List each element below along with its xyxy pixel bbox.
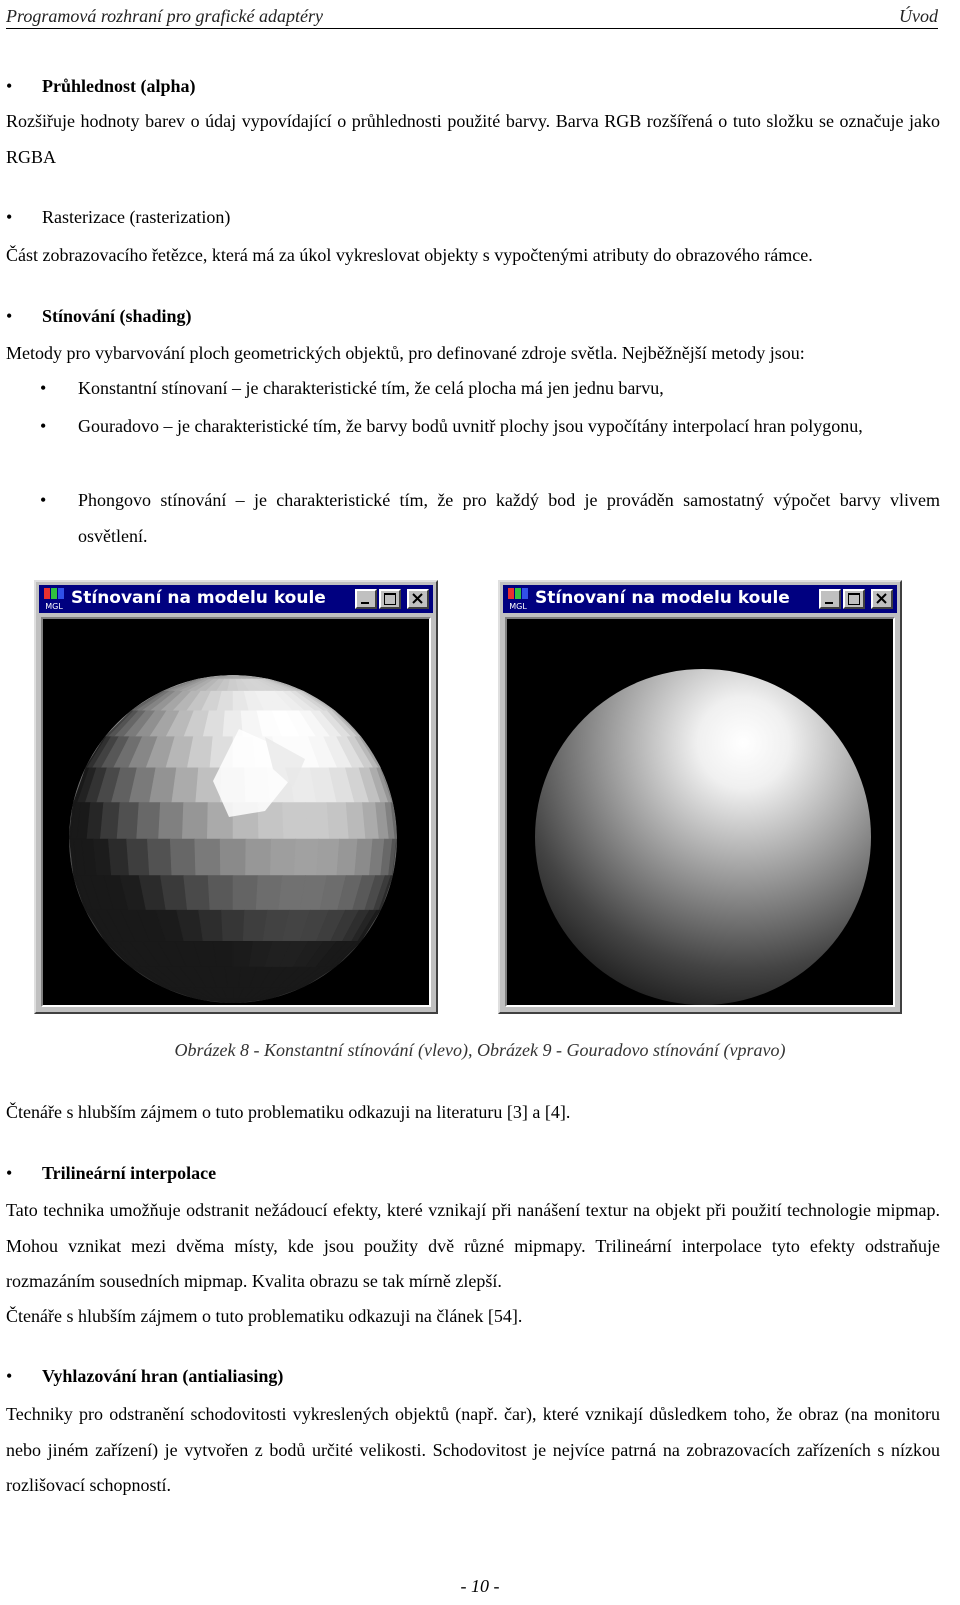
sphere-facet: [108, 839, 129, 876]
flat-shaded-sphere: [43, 619, 431, 1007]
maximize-button[interactable]: [843, 589, 865, 609]
bullet-icon: •: [40, 378, 47, 398]
figure-caption: Obrázek 8 - Konstantní stínování (vlevo), Obrázek 9 - Gouradovo stínování (vpravo): [174, 1040, 786, 1060]
sphere-facet: [137, 803, 161, 840]
bullet-icon: •: [6, 1366, 13, 1386]
window-flat-shading: [34, 580, 438, 1014]
sphere-facet: [117, 803, 139, 840]
shading-item-1-text: Konstantní stínovaní – je charakteristické tím, že celá plocha má jen jednu barvu,: [78, 378, 664, 398]
close-button[interactable]: [407, 589, 429, 609]
sphere-facet: [208, 876, 233, 911]
header-section: Úvod: [899, 6, 938, 26]
heading-alpha-text: Průhlednost (alpha): [42, 76, 196, 96]
close-button[interactable]: [871, 589, 893, 609]
window-titlebar[interactable]: [39, 585, 433, 613]
page-header: [6, 4, 938, 29]
sphere-facet: [233, 876, 258, 911]
sphere-facet: [127, 839, 150, 876]
shading-item-2-text: Gouradovo – je charakteristické tím, že barvy bodů uvnitř plochy jsou vypočítány interpolací hran polygonu,: [78, 416, 863, 436]
heading-trilinear-text: Trilineární interpolace: [42, 1163, 217, 1183]
sphere-facet: [306, 803, 330, 840]
sphere-facet: [282, 803, 307, 840]
maximize-icon: [848, 593, 860, 605]
sphere-facet: [256, 876, 282, 911]
sphere-facet: [195, 839, 221, 876]
window-title: Stínovaní na modelu koule: [71, 588, 326, 608]
sphere-facet: [147, 839, 172, 876]
render-canvas: [41, 617, 431, 1007]
close-icon: [873, 591, 891, 607]
paragraph-trilinear: Tato technika umožňuje odstranit nežádoucí efekty, které vznikají při nanášení textur na objekt při použití technologie mipmap. Mohou vznikat mezi dvěma místy, kde jsou použity dvě různé mipmapy. Trilineární interpolace tyto efekty odstraňuje rozmazáním sousedních mipmap. Kvalita obrazu se tak mírně zlepší.: [6, 1200, 940, 1291]
heading-antialias-text: Vyhlazování hran (antialiasing): [42, 1366, 284, 1386]
heading-shading-text: Stínování (shading): [42, 306, 192, 326]
mgl-app-icon: [42, 587, 66, 611]
sphere-facet: [172, 768, 199, 803]
minimize-button[interactable]: [819, 589, 841, 609]
sphere-facet: [100, 803, 120, 840]
sphere-facet: [337, 839, 358, 876]
paragraph-raster: Část zobrazovacího řetězce, která má za úkol vykreslovat objekty s vypočtenými atributy do obrazového rámce.: [6, 245, 813, 265]
bullet-icon: •: [6, 306, 13, 326]
sphere-facet: [246, 839, 272, 876]
bullet-icon: •: [40, 490, 47, 510]
paragraph-trilinear-ref: Čtenáře s hlubším zájmem o tuto problematiku odkazuji na článek [54].: [6, 1306, 523, 1326]
sphere-facet: [182, 803, 208, 840]
sphere-facet: [170, 839, 196, 876]
window-title: Stínovaní na modelu koule: [535, 588, 790, 608]
mgl-app-icon: [506, 587, 530, 611]
sphere-facet: [221, 910, 244, 941]
minimize-icon: [825, 602, 833, 604]
heading-raster-text: Rasterizace (rasterization): [42, 207, 231, 227]
paragraph-antialias: Techniky pro odstranění schodovitosti vykreslených objektů (např. čar), které vznikají důsledkem toho, že obraz (na monitoru nebo jiném zařízení) je vytvořen z bodů určité velikosti. Schodovitost je nejvíce patrná na zobrazovacích zařízeních s nízkou rozlišovací schopností.: [6, 1404, 940, 1495]
window-gouraud-shading: [498, 580, 902, 1014]
reference-paragraph: Čtenáře s hlubším zájmem o tuto problematiku odkazuji na literaturu [3] a [4].: [6, 1102, 571, 1122]
maximize-icon: [384, 593, 396, 605]
window-titlebar[interactable]: [503, 585, 897, 613]
minimize-icon: [361, 602, 369, 604]
sphere-facet: [294, 839, 319, 876]
paragraph-shading: Metody pro vybarvování ploch geometrických objektů, pro definované zdroje světla. Nejběžnější metody jsou:: [6, 343, 805, 363]
sphere-facet: [317, 839, 340, 876]
maximize-button[interactable]: [379, 589, 401, 609]
sphere-facet: [327, 803, 349, 840]
shading-item-3-text: Phongovo stínování – je charakteristické tím, že pro každý bod je prováděn samostatný výpočet barvy vlivem osvětlení.: [78, 490, 940, 546]
sphere-facet: [220, 839, 246, 876]
mgl-icon-label: MGL: [509, 602, 527, 611]
header-title: Programová rozhraní pro grafické adaptéry: [6, 6, 323, 26]
render-canvas: [505, 617, 895, 1007]
sphere-facet: [159, 803, 184, 840]
bullet-icon: •: [6, 1163, 13, 1183]
paragraph-alpha: Rozšiřuje hodnoty barev o údaj vypovídající o průhlednosti použité barvy. Barva RGB rozšířená o tuto složku se označuje jako RGBA: [6, 111, 940, 167]
sphere-facet: [184, 876, 210, 911]
sphere-facet: [199, 910, 223, 941]
page-number: - 10 -: [460, 1576, 500, 1596]
sphere-facet: [270, 839, 296, 876]
minimize-button[interactable]: [355, 589, 377, 609]
bullet-icon: •: [6, 207, 13, 227]
mgl-icon-label: MGL: [45, 602, 63, 611]
sphere-facet: [225, 967, 241, 987]
gouraud-shaded-sphere: [507, 619, 895, 1007]
close-icon: [409, 591, 427, 607]
bullet-icon: •: [6, 76, 13, 96]
bullet-icon: •: [40, 416, 47, 436]
